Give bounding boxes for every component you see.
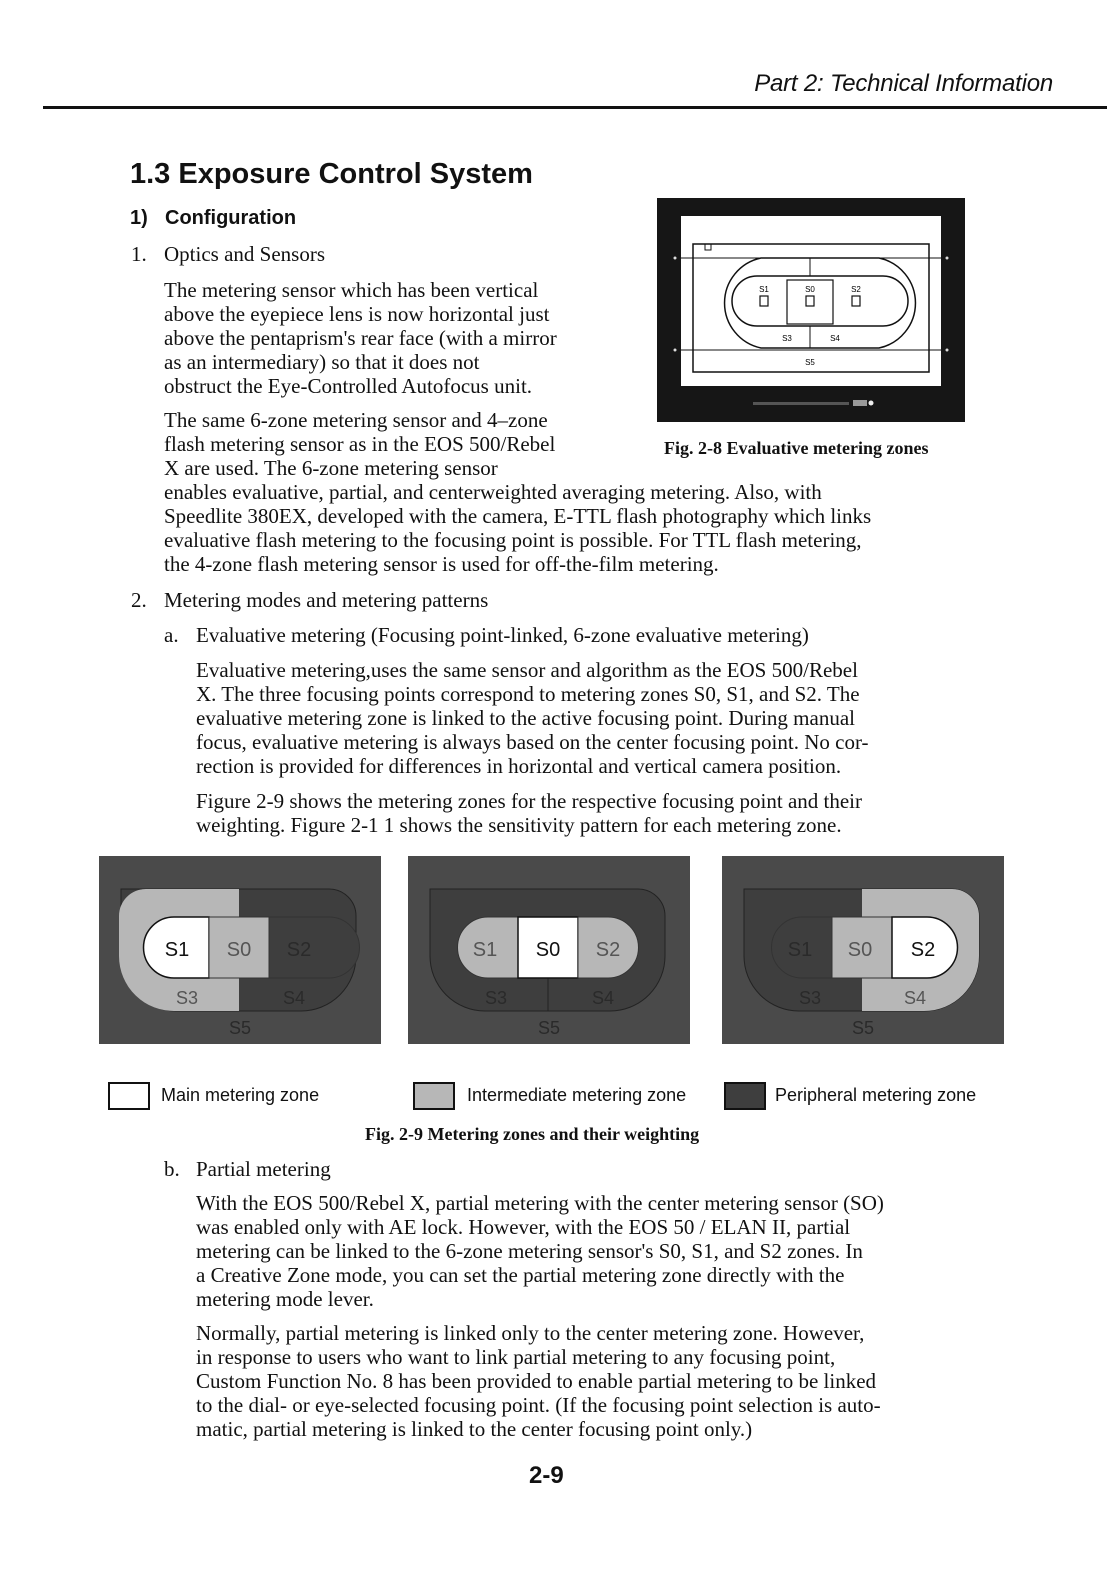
- text-line: evaluative flash metering to the focusing point is possible. For TTL flash metering,: [164, 528, 862, 552]
- item2-heading: Metering modes and metering patterns: [164, 588, 489, 612]
- text-line: Custom Function No. 8 has been provided to enable partial metering to be linked: [196, 1369, 877, 1393]
- zone-label: S0: [226, 939, 252, 961]
- sub-b-paragraph1: [196, 1191, 884, 1311]
- zone-label: S1: [472, 939, 498, 961]
- page-number: 2-9: [529, 1462, 564, 1489]
- text-line: to the dial- or eye-selected focusing point. (If the focusing point selection is auto-: [196, 1393, 881, 1417]
- zone-label: S1: [787, 939, 813, 961]
- zone-panel-s1: [99, 856, 381, 1044]
- text-line: flash metering sensor as in the EOS 500/Rebel: [164, 432, 556, 456]
- text-line: X are used. The 6-zone metering sensor: [164, 456, 498, 480]
- text-line: Normally, partial metering is linked only to the center metering zone. However,: [196, 1321, 865, 1345]
- text-line: With the EOS 500/Rebel X, partial metering with the center metering sensor (SO): [196, 1191, 884, 1215]
- zone-panel-s2: [722, 856, 1004, 1044]
- zone-label: S1: [164, 939, 190, 961]
- subsection-title: Configuration: [165, 207, 297, 229]
- viewfinder-info-display: [753, 400, 874, 406]
- zone-label: S5: [805, 358, 815, 367]
- zone-label: S3: [782, 334, 792, 343]
- section-title: 1.3 Exposure Control System: [130, 158, 533, 190]
- legend-label-main: Main metering zone: [161, 1085, 320, 1105]
- text-line: Speedlite 380EX, developed with the camera, E-TTL flash photography which links: [164, 504, 872, 528]
- text-line: Figure 2-9 shows the metering zones for the respective focusing point and their: [196, 789, 862, 813]
- sub-b-heading: Partial metering: [196, 1157, 331, 1181]
- zone-label: S2: [851, 285, 861, 294]
- zone-label: S4: [282, 988, 306, 1008]
- legend-label-peripheral: Peripheral metering zone: [775, 1085, 977, 1105]
- item1-heading: Optics and Sensors: [164, 242, 325, 266]
- text-line: rection is provided for differences in horizontal and vertical camera position.: [196, 754, 842, 778]
- zone-label: S2: [910, 939, 936, 961]
- text-line: obstruct the Eye-Controlled Autofocus unit.: [164, 374, 533, 398]
- zone-label: S3: [798, 988, 822, 1008]
- sub-b-letter: b.: [164, 1157, 180, 1181]
- text-line: The metering sensor which has been vertical: [164, 278, 539, 302]
- text-line: X. The three focusing points correspond to metering zones S0, S1, and S2. The: [196, 682, 860, 706]
- text-line: was enabled only with AE lock. However, with the EOS 50 / ELAN II, partial: [196, 1215, 851, 1239]
- zone-label: S2: [286, 939, 312, 961]
- item1-paragraph2: [164, 408, 871, 576]
- sub-a-paragraph2: [196, 789, 862, 837]
- text-line: focus, evaluative metering is always based on the center focusing point. No cor-: [196, 730, 869, 754]
- item1-paragraph1: [164, 278, 557, 398]
- sub-a-letter: a.: [164, 623, 179, 647]
- text-line: The same 6-zone metering sensor and 4–zone: [164, 408, 548, 432]
- zone-label: S4: [591, 988, 615, 1008]
- text-line: a Creative Zone mode, you can set the partial metering zone directly with the: [196, 1263, 845, 1287]
- zone-label: S0: [805, 285, 815, 294]
- figure-2-8-image: [657, 198, 965, 422]
- text-line: Evaluative metering,uses the same sensor and algorithm as the EOS 500/Rebel: [196, 658, 858, 682]
- zone-label: S5: [537, 1018, 561, 1038]
- legend-swatch-intermediate: [413, 1082, 455, 1110]
- zone-label: S2: [595, 939, 621, 961]
- text-line: enables evaluative, partial, and centerweighted averaging metering. Also, with: [164, 480, 822, 504]
- text-line: weighting. Figure 2-1 1 shows the sensitivity pattern for each metering zone.: [196, 813, 842, 837]
- text-line: the 4-zone flash metering sensor is used for off-the-film metering.: [164, 552, 719, 576]
- text-line: metering mode lever.: [196, 1287, 374, 1311]
- header-rule: [43, 106, 1107, 109]
- legend-swatch-peripheral: [724, 1082, 766, 1110]
- sub-b-paragraph2: [196, 1321, 881, 1441]
- text-line: as an intermediary) so that it does not: [164, 350, 480, 374]
- zone-label: S3: [175, 988, 199, 1008]
- legend-label-intermediate: Intermediate metering zone: [467, 1085, 687, 1105]
- zone-label: S0: [535, 939, 561, 961]
- zone-label: S4: [830, 334, 840, 343]
- zone-label: S3: [484, 988, 508, 1008]
- text-line: matic, partial metering is linked to the center focusing point only.): [196, 1417, 753, 1441]
- zone-label: S1: [759, 285, 769, 294]
- text-line: in response to users who want to link partial metering to any focusing point,: [196, 1345, 836, 1369]
- text-line: above the eyepiece lens is now horizontal just: [164, 302, 550, 326]
- zone-label: S4: [903, 988, 927, 1008]
- subsection-number: 1): [130, 207, 148, 229]
- sub-a-heading: Evaluative metering (Focusing point-linked, 6-zone evaluative metering): [196, 623, 809, 647]
- viewfinder-diagram: [657, 198, 965, 422]
- text-line: metering can be linked to the 6-zone metering sensor's S0, S1, and S2 zones. In: [196, 1239, 863, 1263]
- text-line: evaluative metering zone is linked to the active focusing point. During manual: [196, 706, 855, 730]
- zone-label: S5: [851, 1018, 875, 1038]
- text-line: above the pentaprism's rear face (with a mirror: [164, 326, 557, 350]
- item1-number: 1.: [131, 242, 147, 266]
- figure-2-8-caption: Fig. 2-8 Evaluative metering zones: [664, 438, 929, 458]
- running-header: Part 2: Technical Information: [754, 70, 1053, 97]
- zone-label: S0: [847, 939, 873, 961]
- zone-panel-s0: [408, 856, 690, 1044]
- sub-a-paragraph1: [196, 658, 869, 778]
- figure-2-9-caption: Fig. 2-9 Metering zones and their weighting: [365, 1124, 700, 1144]
- item2-number: 2.: [131, 588, 147, 612]
- legend-swatch-main: [108, 1082, 150, 1110]
- zone-label: S5: [228, 1018, 252, 1038]
